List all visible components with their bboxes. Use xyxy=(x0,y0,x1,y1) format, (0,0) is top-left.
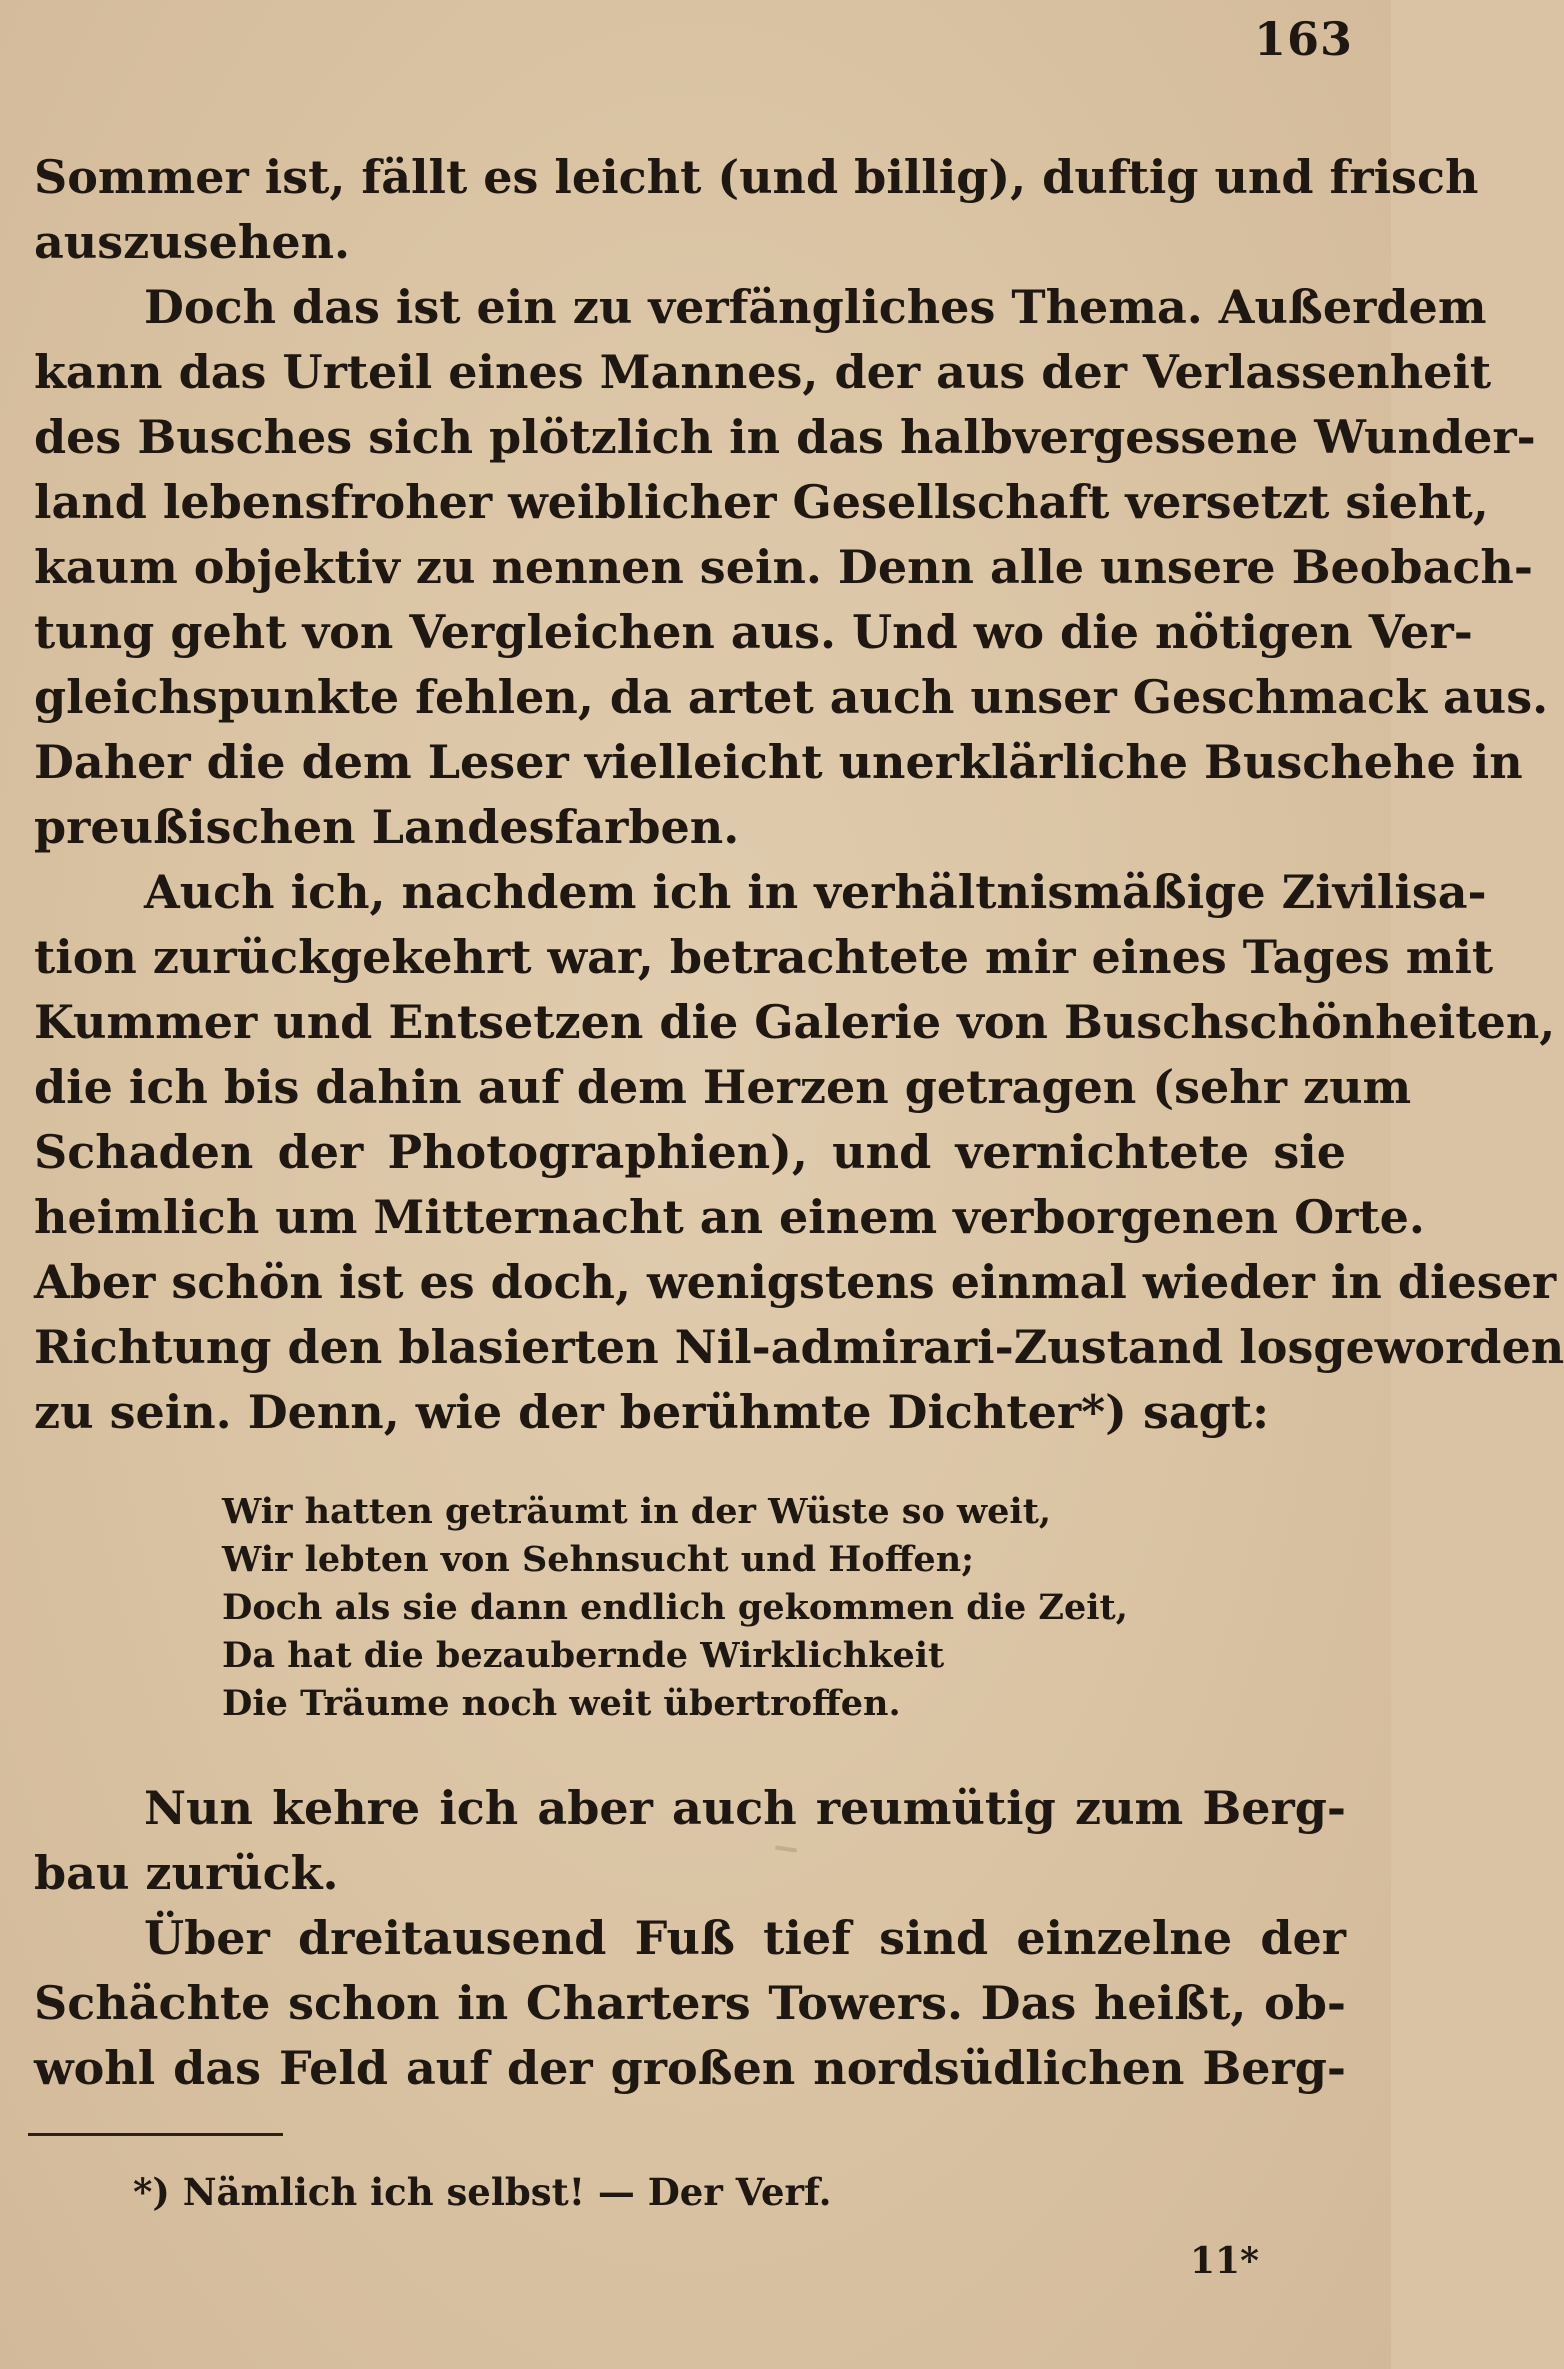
text-line: wohl das Feld auf der großen nordsüdlichen Berg- xyxy=(34,2041,1346,2095)
poem-block xyxy=(222,1488,1222,1728)
text-line: gleichspunkte fehlen, da artet auch unser Geschmack aus. xyxy=(34,670,1549,724)
text-line: tung geht von Vergleichen aus. Und wo die nötigen Ver- xyxy=(34,605,1473,659)
printer-signature-mark: 11* xyxy=(1190,2240,1259,2282)
text-line: Kummer und Entsetzen die Galerie von Buschschönheiten, xyxy=(34,995,1556,1049)
text-line: Aber schön ist es doch, wenigstens einmal wieder in dieser xyxy=(34,1255,1557,1309)
text-line: preußischen Landesfarben. xyxy=(34,800,740,854)
text-line: Nun kehre ich aber auch reumütig zum Berg- xyxy=(144,1781,1346,1835)
text-line: Daher die dem Leser vielleicht unerklärliche Buschehe in xyxy=(34,735,1523,789)
text-line: Doch das ist ein zu verfängliches Thema. Außerdem xyxy=(144,280,1487,334)
poem-line: Wir hatten geträumt in der Wüste so weit, xyxy=(222,1491,1052,1532)
text-line: Schaden der Photographien), und vernichtete sie xyxy=(34,1125,1346,1179)
poem-line: Wir lebten von Sehnsucht und Hoffen; xyxy=(222,1539,975,1580)
main-text xyxy=(34,145,1564,1445)
text-line: Richtung den blasierten Nil-admirari-Zustand losgeworden xyxy=(34,1320,1564,1374)
text-line: Auch ich, nachdem ich in verhältnismäßige Zivilisa- xyxy=(144,865,1487,919)
text-line: kaum objektiv zu nennen sein. Denn alle unsere Beobach- xyxy=(34,540,1533,594)
poem-line: Die Träume noch weit übertroffen. xyxy=(222,1683,901,1724)
text-line: des Busches sich plötzlich in das halbvergessene Wunder- xyxy=(34,410,1536,464)
text-line: tion zurückgekehrt war, betrachtete mir eines Tages mit xyxy=(34,930,1494,984)
text-line: die ich bis dahin auf dem Herzen getragen (sehr zum xyxy=(34,1060,1412,1114)
poem-line: Da hat die bezaubernde Wirklichkeit xyxy=(222,1635,945,1676)
continuation-text xyxy=(34,1776,1346,2101)
text-line: land lebensfroher weiblicher Gesellschaft versetzt sieht, xyxy=(34,475,1489,529)
text-line: auszusehen. xyxy=(34,215,351,269)
text-line: heimlich um Mitternacht an einem verborgenen Orte. xyxy=(34,1190,1425,1244)
text-line: kann das Urteil eines Mannes, der aus der Verlassenheit xyxy=(34,345,1492,399)
page-number: 163 xyxy=(1253,12,1353,66)
text-line: Schächte schon in Charters Towers. Das heißt, ob- xyxy=(34,1976,1346,2030)
footnote: *) Nämlich ich selbst! — Der Verf. xyxy=(133,2170,832,2214)
text-line: zu sein. Denn, wie der berühmte Dichter*) sagt: xyxy=(34,1385,1270,1439)
footnote-divider xyxy=(28,2133,283,2136)
text-line: bau zurück. xyxy=(34,1846,339,1900)
poem-line: Doch als sie dann endlich gekommen die Zeit, xyxy=(222,1587,1128,1628)
text-line: Über dreitausend Fuß tief sind einzelne der xyxy=(144,1911,1346,1965)
text-line: Sommer ist, fällt es leicht (und billig), duftig und frisch xyxy=(34,150,1479,204)
